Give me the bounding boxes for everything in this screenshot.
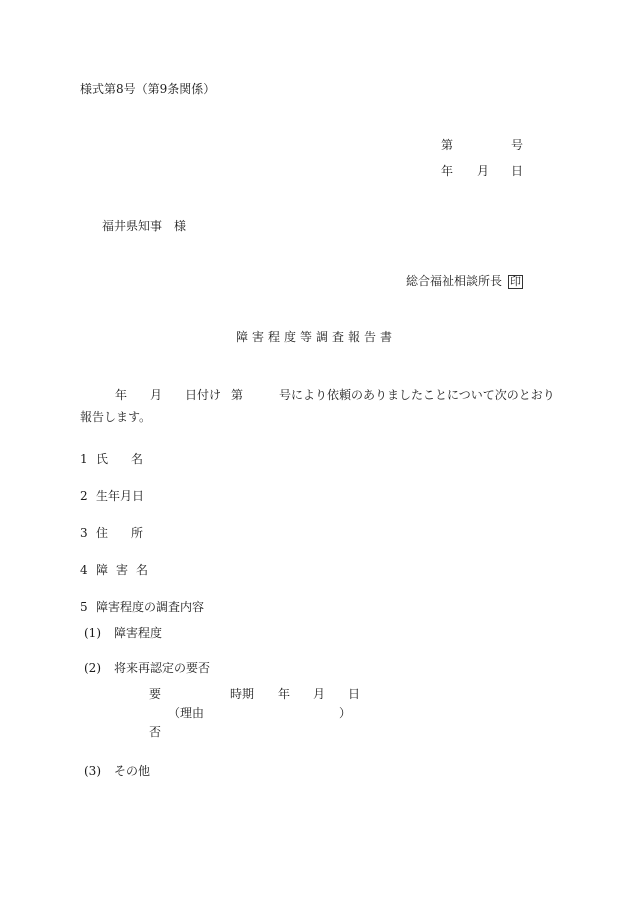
subitem-num: (2): [84, 661, 101, 675]
recert-period: 時期: [230, 687, 255, 701]
recert-no: 否: [149, 725, 162, 739]
doc-number-dai: 第: [441, 138, 454, 152]
item-num: 2: [80, 489, 88, 503]
recert-year: 年: [278, 687, 291, 701]
seal-mark: 印: [510, 275, 522, 288]
item-num: 5: [80, 600, 88, 614]
body-dai: 第: [231, 388, 244, 402]
subitem-num: (3): [84, 764, 101, 778]
recert-yes: 要: [149, 687, 162, 701]
sender-name: 総合福祉相談所長: [406, 274, 503, 288]
item-num: 4: [80, 563, 88, 577]
recert-reason-open: （理由: [168, 706, 205, 720]
item-label-address-b: 所: [131, 526, 144, 540]
date-year: 年: [441, 164, 454, 178]
item-label-address-a: 住: [96, 526, 109, 540]
subitem-label-degree: 障害程度: [114, 626, 163, 640]
item-label-name-a: 氏: [96, 452, 109, 466]
doc-number-go: 号: [511, 138, 524, 152]
item-label-disability: 障害名: [96, 563, 157, 577]
subitem-label-other: その他: [114, 764, 151, 778]
date-day: 日: [511, 164, 524, 178]
body-year: 年: [115, 388, 128, 402]
date-month: 月: [477, 164, 490, 178]
item-label-name-b: 名: [131, 452, 144, 466]
recert-day: 日: [348, 687, 361, 701]
subitem-num: (1): [84, 626, 101, 640]
body-day-ref: 日付け: [185, 388, 222, 402]
body-text-line2: 報告します。: [80, 410, 152, 424]
item-num: 3: [80, 526, 88, 540]
item-num: 1: [80, 452, 88, 466]
sender: [406, 275, 523, 289]
subitem-label-recert: 将来再認定の要否: [114, 661, 211, 675]
item-label-survey: 障害程度の調査内容: [96, 600, 205, 614]
body-month: 月: [150, 388, 163, 402]
document-title: 障害程度等調査報告書: [236, 330, 397, 344]
form-id: 様式第8号（第9条関係）: [80, 82, 216, 96]
body-text-line1: 号により依頼のありましたことについて次のとおり: [279, 388, 555, 402]
item-label-birthdate: 生年月日: [96, 489, 145, 503]
recert-month: 月: [313, 687, 326, 701]
recert-reason-close: ）: [339, 706, 352, 720]
recipient: 福井県知事 様: [102, 219, 187, 233]
